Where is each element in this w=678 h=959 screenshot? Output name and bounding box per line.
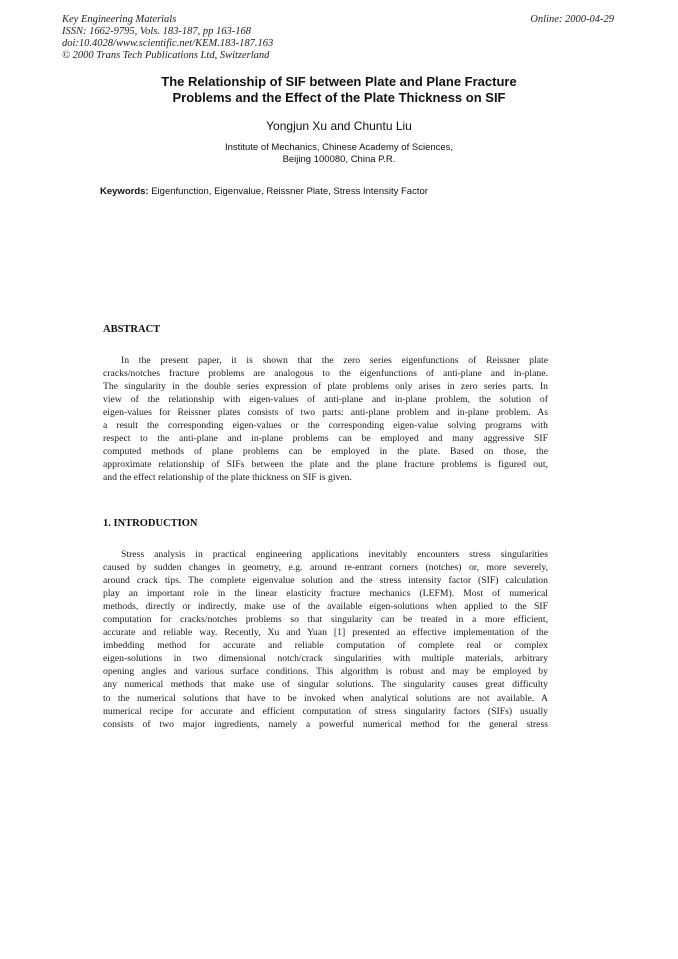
introduction-body xyxy=(103,548,548,731)
abstract-line: view of the relationship with eigen-values of anti-plane and in-plane problem, the solution of xyxy=(103,394,548,406)
affiliation-line: Institute of Mechanics, Chinese Academy of Sciences, xyxy=(224,142,454,153)
journal-name: Key Engineering Materials xyxy=(62,14,177,25)
online-date: Online: 2000-04-29 xyxy=(530,14,614,25)
introduction-line: to the numerical solutions that have to be invoked when analytical solutions are not available. A xyxy=(103,692,548,704)
abstract-line: approximate relationship of SIFs between the plate and the plane fracture problems is figured out, xyxy=(103,459,548,471)
journal-copyright: © 2000 Trans Tech Publications Ltd, Switzerland xyxy=(62,50,270,61)
introduction-line: any numerical methods that make use of singular solutions. The singularity causes great difficulty xyxy=(103,679,548,691)
affiliation-line: Beijing 100080, China P.R. xyxy=(282,153,396,165)
keywords xyxy=(100,186,428,197)
introduction-line: numerical recipe for accurate and efficient computation of stress singularity factors (SIFs) usually xyxy=(103,705,548,717)
abstract-line: respect to the anti-plane and in-plane problems can be employed and many aggressive SIF xyxy=(103,433,548,445)
paper-authors: Yongjun Xu and Chuntu Liu xyxy=(266,119,412,133)
abstract-line: and the effect relationship of the plate thickness on SIF is given. xyxy=(103,472,352,484)
introduction-line: opening angles and various surface conditions. This algorithm is robust and may be employed by xyxy=(103,666,548,678)
journal-doi: doi:10.4028/www.scientific.net/KEM.183-187.163 xyxy=(62,38,274,49)
introduction-line: play an important role in the linear elasticity fracture mechanics (LEFM). Most of numerical xyxy=(103,588,548,600)
introduction-line: imbedding method for accurate and reliable computation of complete real or complex xyxy=(103,640,548,652)
introduction-heading: 1. INTRODUCTION xyxy=(103,518,198,529)
introduction-line: consists of two major ingredients, namely a powerful numerical method for the general stress xyxy=(103,718,548,730)
introduction-line: methods, directly or indirectly, make use of the available eigen-solutions when applied to the SIF xyxy=(103,601,548,613)
introduction-line: caused by sudden changes in geometry, e.g. around re-entrant corners (notches) or, more severely, xyxy=(103,562,548,574)
journal-issn: ISSN: 1662-9795, Vols. 183-187, pp 163-168 xyxy=(62,26,251,37)
abstract-body xyxy=(103,354,548,484)
keywords-text: Eigenfunction, Eigenvalue, Reissner Plate, Stress Intensity Factor xyxy=(151,186,428,197)
abstract-heading: ABSTRACT xyxy=(103,324,161,335)
abstract-line: cracks/notches fracture problems are analogous to the eigenfunctions of anti-plane and in-plane. xyxy=(103,368,548,380)
title-line: The Relationship of SIF between Plate and Plane Fracture xyxy=(161,74,517,89)
introduction-line: eigen-solutions in two dimensional notch/crack singularities with multiple materials, arbitrary xyxy=(103,653,548,665)
journal-info xyxy=(62,14,273,62)
paper-title xyxy=(100,74,578,105)
abstract-line: a result the corresponding eigen-values or the corresponding eigen-value solving programs with xyxy=(103,420,548,432)
abstract-line: In the present paper, it is shown that the zero series eigenfunctions of Reissner plate xyxy=(121,355,548,366)
keywords-label: Keywords: xyxy=(100,186,149,197)
introduction-line: around crack tips. The complete eigenvalue solution and the stress intensity factor (SIF) calculation xyxy=(103,575,548,587)
abstract-line: eigen-values for Reissner plates consists of two parts: anti-plane problem and in-plane problem. As xyxy=(103,407,548,419)
introduction-line: accurate and reliable way. Recently, Xu and Yuan [1] presented an effective implementation of the xyxy=(103,627,548,639)
introduction-line: Stress analysis in practical engineering applications inevitably encounters stress singularities xyxy=(121,549,548,560)
abstract-line: The singularity in the double series expression of plate problems only arises in zero series parts. In xyxy=(103,381,548,393)
abstract-line: computed methods of plane problems can be employed in the plate. Based on those, the xyxy=(103,446,548,458)
introduction-line: computation for cracks/notches problems so that singularity can be treated in a more efficient, xyxy=(103,614,548,626)
paper-affiliation xyxy=(100,142,578,165)
title-line: Problems and the Effect of the Plate Thickness on SIF xyxy=(172,89,506,105)
